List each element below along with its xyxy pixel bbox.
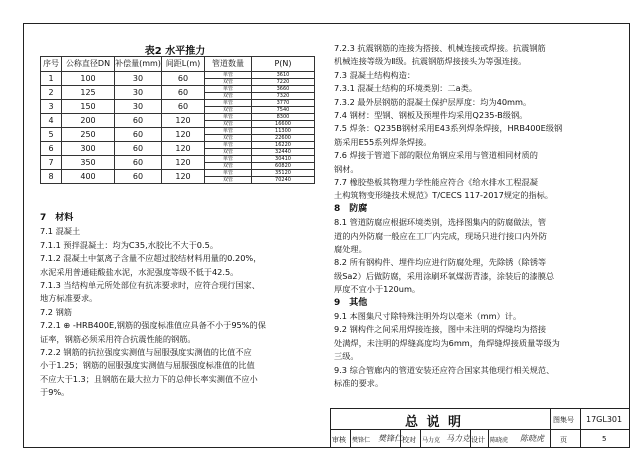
- cell-thrust: 7540: [252, 107, 315, 114]
- text-line: 7.3.1 混凝土结构的环境类别：二a类。: [334, 83, 478, 94]
- cell-dn: 150: [62, 100, 115, 114]
- cell-quantity: 单管: [205, 100, 252, 107]
- text-line: 7.3.2 最外层钢筋的混凝土保护层厚度：均为40mm。: [334, 96, 532, 107]
- cell-span: 120: [162, 114, 205, 128]
- review-label: 审核: [332, 436, 346, 444]
- text-line: 钢材。: [334, 163, 359, 174]
- cell-quantity: 单管: [205, 156, 252, 163]
- cell-no: 6: [41, 142, 62, 156]
- cell-dn: 300: [62, 142, 115, 156]
- cell-no: 3: [41, 100, 62, 114]
- table-row: [41, 156, 315, 163]
- cell-comp: 60: [115, 128, 162, 142]
- drawing-title: 总 说 明: [405, 415, 464, 430]
- text-line: 9.2 钢构件之间采用焊接连接，图中未注明的焊缝均为搭接: [334, 324, 547, 335]
- cell-span: 120: [162, 170, 205, 184]
- cell-comp: 60: [115, 156, 162, 170]
- cell-quantity: 双管: [205, 177, 252, 184]
- text-line: 于9%。: [40, 387, 70, 398]
- header-p: P(N): [252, 57, 315, 72]
- cell-thrust: 8300: [252, 114, 315, 121]
- text-line: 7.2.1 ⊕ -HRB400E,钢筋的强度标准值应具备不小于95%的保: [40, 320, 266, 331]
- text-line: 地方标准要求。: [40, 293, 98, 304]
- cell-comp: 30: [115, 72, 162, 86]
- text-line: 7.6 焊接于管道下部的限位角钢应采用与管道相同材质的: [334, 150, 538, 161]
- section-heading: 9 其他: [334, 297, 368, 308]
- cell-no: 1: [41, 72, 62, 86]
- section-heading: 7 材料: [40, 213, 74, 223]
- designer-signature: 陈晓虎: [520, 434, 544, 443]
- check-label: 校对: [402, 436, 416, 444]
- cell-quantity: 双管: [205, 79, 252, 86]
- section-heading: 8 防腐: [334, 203, 368, 214]
- checker-signature: 马力克: [446, 434, 470, 443]
- cell-quantity: 单管: [205, 114, 252, 121]
- text-line: 道的内外防腐一般应在工厂内完成，现场只进行接口内外防: [334, 230, 547, 241]
- cell-no: 4: [41, 114, 62, 128]
- cell-thrust: 35120: [252, 170, 315, 177]
- cell-span: 60: [162, 100, 205, 114]
- text-line: 7.2.2 钢筋的抗拉强度实测值与屈服强度实测值的比值不应: [40, 347, 252, 357]
- text-line: 腐处理。: [334, 244, 367, 254]
- cell-dn: 400: [62, 170, 115, 184]
- text-line: 三级。: [334, 351, 359, 362]
- text-line: 级Sa2）后做防腐，采用涂刷环氧煤沥青漆，涂装后的漆膜总: [334, 270, 555, 281]
- cell-thrust: 7320: [252, 93, 315, 100]
- thrust-table: [40, 56, 315, 184]
- table-row: [41, 86, 315, 93]
- header-no: 序号: [41, 57, 62, 72]
- title-block: [330, 408, 630, 448]
- cell-span: 60: [162, 86, 205, 100]
- cell-comp: 60: [115, 114, 162, 128]
- text-line: 标准的要求。: [334, 378, 384, 388]
- text-line: 水泥采用普通硅酸盐水泥，水泥强度等级不低于42.5。: [40, 266, 239, 277]
- text-line: 7.4 钢材：型钢、钢板及预埋件均采用Q235-B级钢。: [334, 110, 528, 120]
- cell-quantity: 单管: [205, 128, 252, 135]
- text-line: 9.3 综合管廊内的管道安装还应符合国家其他现行相关规范、: [334, 364, 555, 375]
- cell-dn: 100: [62, 72, 115, 86]
- cell-dn: 350: [62, 156, 115, 170]
- cell-span: 60: [162, 72, 205, 86]
- cell-span: 120: [162, 142, 205, 156]
- text-line: 筋采用E55系列焊条焊接。: [334, 136, 432, 147]
- cell-dn: 125: [62, 86, 115, 100]
- text-line: 土构筑物变形缝技术规范》T/CECS 117-2017规定的指标。: [334, 190, 553, 201]
- text-line: 小于1.25；钢筋的屈服强度实测值与屈服强度标准值的比值: [40, 360, 255, 371]
- text-line: 7.1 混凝土: [40, 226, 81, 237]
- text-line: 7.2.3 抗震钢筋的连接为搭接、机械连接或焊接。抗震钢筋: [334, 43, 546, 53]
- text-line: 7.3 混凝土结构构造：: [334, 69, 416, 80]
- cell-dn: 200: [62, 114, 115, 128]
- cell-span: 120: [162, 156, 205, 170]
- table-row: [41, 170, 315, 177]
- text-line: 机械连接等级为Ⅱ级。抗震钢筋焊接接头为等强连接。: [334, 56, 527, 67]
- cell-thrust: 7220: [252, 79, 315, 86]
- text-line: 7.5 焊条：Q235B钢材采用E43系列焊条焊接，HRB400E级钢: [334, 123, 563, 134]
- table-row: [41, 100, 315, 107]
- cell-quantity: 双管: [205, 93, 252, 100]
- cell-no: 7: [41, 156, 62, 170]
- table-row: [41, 114, 315, 121]
- cell-thrust: 16600: [252, 121, 315, 128]
- page-label: 页: [560, 436, 567, 444]
- cell-dn: 250: [62, 128, 115, 142]
- cell-no: 2: [41, 86, 62, 100]
- cell-thrust: 30410: [252, 156, 315, 163]
- atlas-number: 17GL301: [586, 415, 623, 424]
- cell-comp: 60: [115, 142, 162, 156]
- cell-thrust: 32440: [252, 149, 315, 156]
- reviewer-name: 樊锋仁: [352, 437, 371, 444]
- header-comp: 补偿量(mm): [115, 57, 162, 72]
- text-line: 9.1 本图集尺寸除特殊注明外均以毫米（mm）计。: [334, 311, 522, 321]
- header-dn: 公称直径DN: [62, 57, 115, 72]
- text-line: 8.2 所有钢构件、埋件均应进行防腐处理，先除锈（除锈等: [334, 257, 547, 268]
- cell-comp: 30: [115, 100, 162, 114]
- cell-quantity: 双管: [205, 135, 252, 142]
- text-line: 7.1.3 当结构单元所处部位有抗冻要求时，应符合现行国家、: [40, 280, 260, 290]
- cell-quantity: 单管: [205, 86, 252, 93]
- atlas-label: 图集号: [553, 416, 574, 424]
- table-row: [41, 72, 315, 79]
- cell-no: 5: [41, 128, 62, 142]
- reviewer-signature: 樊锋仁: [378, 434, 402, 443]
- table-row: [41, 142, 315, 149]
- cell-quantity: 单管: [205, 170, 252, 177]
- text-line: 7.2 钢筋: [40, 306, 72, 317]
- cell-thrust: 3660: [252, 86, 315, 93]
- cell-no: 8: [41, 170, 62, 184]
- cell-thrust: 11300: [252, 128, 315, 135]
- text-line: 证率，钢筋必须采用符合抗震性能的钢筋。: [40, 333, 196, 344]
- text-line: 7.1.2 混凝土中氯离子含量不应超过胶结材料用量的0.20%，: [40, 253, 262, 264]
- cell-thrust: 3770: [252, 100, 315, 107]
- designer-name: 陈晓虎: [490, 437, 509, 444]
- text-line: 不应大于1.3；且钢筋在最大拉力下的总伸长率实测值不应小: [40, 373, 258, 384]
- design-label: 设计: [471, 436, 485, 444]
- header-qty: 管道数量: [205, 57, 252, 72]
- cell-span: 120: [162, 128, 205, 142]
- cell-quantity: 双管: [205, 149, 252, 156]
- table-header-row: [41, 57, 315, 72]
- table-row: [41, 128, 315, 135]
- cell-quantity: 单管: [205, 72, 252, 79]
- text-line: 7.7 橡胶垫板其物理力学性能应符合《给水排水工程混凝: [334, 177, 538, 187]
- header-span: 间距L(m): [162, 57, 205, 72]
- cell-thrust: 3610: [252, 72, 315, 79]
- cell-thrust: 22600: [252, 135, 315, 142]
- cell-quantity: 双管: [205, 107, 252, 114]
- cell-comp: 30: [115, 86, 162, 100]
- cell-quantity: 双管: [205, 163, 252, 170]
- table-title: 表2 水平推力: [144, 46, 206, 57]
- cell-quantity: 单管: [205, 142, 252, 149]
- cell-thrust: 16220: [252, 142, 315, 149]
- cell-thrust: 60820: [252, 163, 315, 170]
- cell-quantity: 双管: [205, 121, 252, 128]
- text-line: 处满焊，未注明的焊缝高度均为6mm，角焊缝焊接质量等级为: [334, 337, 560, 348]
- text-line: 7.1.1 预拌混凝土：均为C35,水胶比不大于0.5。: [40, 239, 219, 250]
- cell-comp: 60: [115, 170, 162, 184]
- page-number: 5: [602, 435, 607, 443]
- checker-name: 马力克: [422, 437, 441, 444]
- text-line: 8.1 管道防腐应根据环境类别，选择图集内的防腐做法，管: [334, 217, 547, 228]
- text-line: 厚度不宜小于120um。: [334, 284, 421, 295]
- cell-thrust: 70240: [252, 177, 315, 184]
